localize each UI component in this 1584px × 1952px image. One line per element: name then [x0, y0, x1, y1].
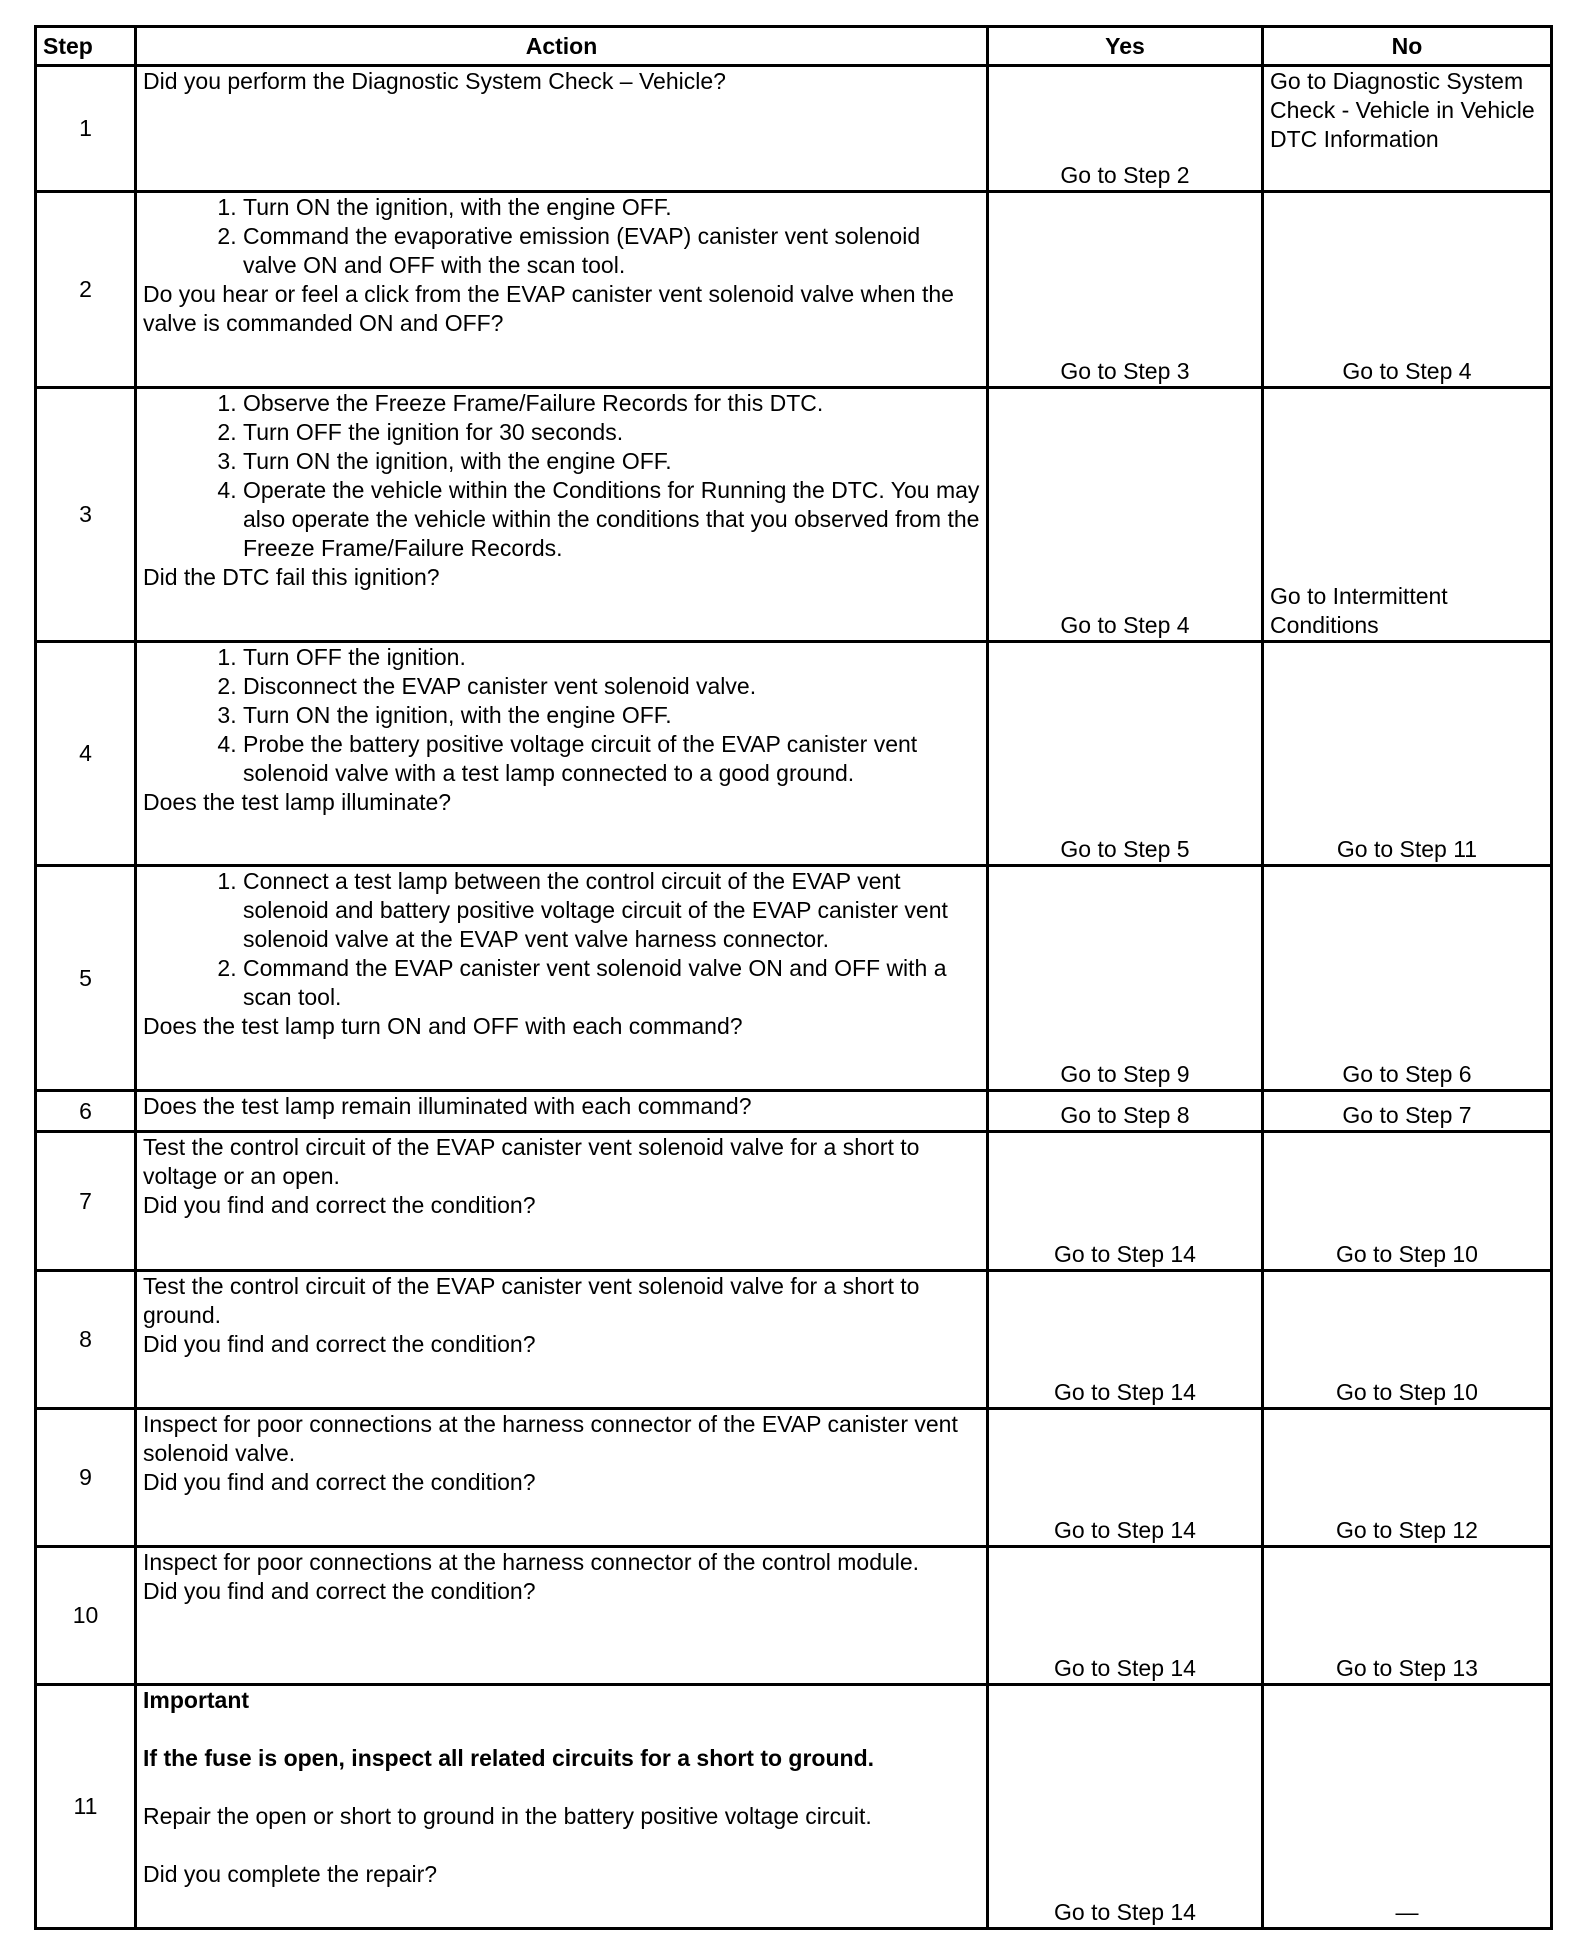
step-number: 4 [36, 642, 136, 866]
procedure-item: 3. Turn ON the ignition, with the engine OFF. [243, 447, 980, 476]
table-header-row [36, 27, 1552, 66]
table-row [36, 66, 1552, 192]
action-text: Repair the open or short to ground in the battery positive voltage circuit. [143, 1803, 872, 1829]
action-cell [136, 866, 988, 1091]
table-row [36, 1685, 1552, 1929]
yes-cell: Go to Step 3 [988, 192, 1263, 388]
table-row [36, 642, 1552, 866]
action-text: Test the control circuit of the EVAP canister vent solenoid valve for a short to ground. [143, 1273, 920, 1328]
header-step: Step [36, 27, 136, 66]
question-text: Did you find and correct the condition? [143, 1469, 536, 1495]
action-cell [136, 388, 988, 642]
yes-cell: Go to Step 4 [988, 388, 1263, 642]
table-row [36, 1409, 1552, 1547]
no-cell: Go to Step 13 [1263, 1547, 1552, 1685]
action-cell [136, 642, 988, 866]
no-cell: Go to Diagnostic System Check - Vehicle in Vehicle DTC Information [1263, 66, 1552, 192]
yes-cell: Go to Step 14 [988, 1132, 1263, 1271]
procedure-item: 2. Disconnect the EVAP canister vent solenoid valve. [243, 672, 980, 701]
procedure-item: 2. Command the evaporative emission (EVAP) canister vent solenoid valve ON and OFF with the scan tool. [243, 222, 980, 280]
procedure-item: 1. Connect a test lamp between the control circuit of the EVAP vent solenoid and battery positive voltage circuit of the EVAP canister vent solenoid valve at the EVAP vent valve harness connector. [243, 867, 980, 954]
yes-cell: Go to Step 14 [988, 1685, 1263, 1929]
action-cell [136, 1271, 988, 1409]
no-cell: Go to Step 7 [1263, 1091, 1552, 1132]
procedure-list [143, 643, 980, 788]
step-number: 10 [36, 1547, 136, 1685]
table-row [36, 1547, 1552, 1685]
no-cell: Go to Step 11 [1263, 642, 1552, 866]
step-number: 11 [36, 1685, 136, 1929]
action-cell [136, 1409, 988, 1547]
procedure-item: 3. Turn ON the ignition, with the engine OFF. [243, 701, 980, 730]
action-text: Inspect for poor connections at the harness connector of the EVAP canister vent solenoid valve. [143, 1411, 958, 1466]
yes-cell: Go to Step 8 [988, 1091, 1263, 1132]
question-text: Does the test lamp turn ON and OFF with each command? [143, 1013, 743, 1039]
table-row [36, 1271, 1552, 1409]
procedure-item: 1. Observe the Freeze Frame/Failure Records for this DTC. [243, 389, 980, 418]
step-number: 8 [36, 1271, 136, 1409]
action-text: Does the test lamp remain illuminated with each command? [143, 1093, 752, 1119]
procedure-item: 2. Turn OFF the ignition for 30 seconds. [243, 418, 980, 447]
question-text: Did you find and correct the condition? [143, 1192, 536, 1218]
yes-cell: Go to Step 14 [988, 1409, 1263, 1547]
no-cell: Go to Intermittent Conditions [1263, 388, 1552, 642]
action-text: Test the control circuit of the EVAP canister vent solenoid valve for a short to voltage or an open. [143, 1134, 920, 1189]
table-row [36, 866, 1552, 1091]
important-text: If the fuse is open, inspect all related circuits for a short to ground. [143, 1745, 875, 1771]
step-number: 3 [36, 388, 136, 642]
procedure-item: 2. Command the EVAP canister vent solenoid valve ON and OFF with a scan tool. [243, 954, 980, 1012]
action-cell [136, 1132, 988, 1271]
action-cell [136, 192, 988, 388]
action-cell [136, 1685, 988, 1929]
question-text: Do you hear or feel a click from the EVAP canister vent solenoid valve when the valve is commanded ON and OFF? [143, 281, 954, 336]
action-cell [136, 1091, 988, 1132]
no-cell: Go to Step 12 [1263, 1409, 1552, 1547]
table-row [36, 1091, 1552, 1132]
no-cell: Go to Step 10 [1263, 1132, 1552, 1271]
no-cell: Go to Step 4 [1263, 192, 1552, 388]
question-text: Did you find and correct the condition? [143, 1331, 536, 1357]
procedure-item: 4. Operate the vehicle within the Conditions for Running the DTC. You may also operate the vehicle within the conditions that you observed from the Freeze Frame/Failure Records. [243, 476, 980, 563]
step-number: 9 [36, 1409, 136, 1547]
yes-cell: Go to Step 5 [988, 642, 1263, 866]
question-text: Did the DTC fail this ignition? [143, 564, 440, 590]
step-number: 7 [36, 1132, 136, 1271]
table-row [36, 388, 1552, 642]
yes-cell: Go to Step 14 [988, 1547, 1263, 1685]
yes-cell: Go to Step 2 [988, 66, 1263, 192]
procedure-list [143, 193, 980, 280]
table-row [36, 1132, 1552, 1271]
yes-cell: Go to Step 9 [988, 866, 1263, 1091]
question-text: Did you complete the repair? [143, 1861, 438, 1887]
header-no: No [1263, 27, 1552, 66]
action-cell [136, 66, 988, 192]
procedure-item: 4. Probe the battery positive voltage circuit of the EVAP canister vent solenoid valve with a test lamp connected to a good ground. [243, 730, 980, 788]
question-text: Does the test lamp illuminate? [143, 789, 452, 815]
header-action: Action [136, 27, 988, 66]
step-number: 6 [36, 1091, 136, 1132]
diagnostic-table [34, 25, 1553, 1930]
procedure-list [143, 389, 980, 563]
action-text: Inspect for poor connections at the harness connector of the control module. [143, 1549, 920, 1575]
procedure-item: 1. Turn OFF the ignition. [243, 643, 980, 672]
no-cell: Go to Step 10 [1263, 1271, 1552, 1409]
action-text: Did you perform the Diagnostic System Check – Vehicle? [143, 68, 726, 94]
important-label: Important [143, 1687, 250, 1713]
yes-cell: Go to Step 14 [988, 1271, 1263, 1409]
procedure-list [143, 867, 980, 1012]
question-text: Did you find and correct the condition? [143, 1578, 536, 1604]
step-number: 1 [36, 66, 136, 192]
action-cell [136, 1547, 988, 1685]
no-cell: Go to Step 6 [1263, 866, 1552, 1091]
table-row [36, 192, 1552, 388]
step-number: 5 [36, 866, 136, 1091]
header-yes: Yes [988, 27, 1263, 66]
no-cell: — [1263, 1685, 1552, 1929]
step-number: 2 [36, 192, 136, 388]
procedure-item: 1. Turn ON the ignition, with the engine OFF. [243, 193, 980, 222]
